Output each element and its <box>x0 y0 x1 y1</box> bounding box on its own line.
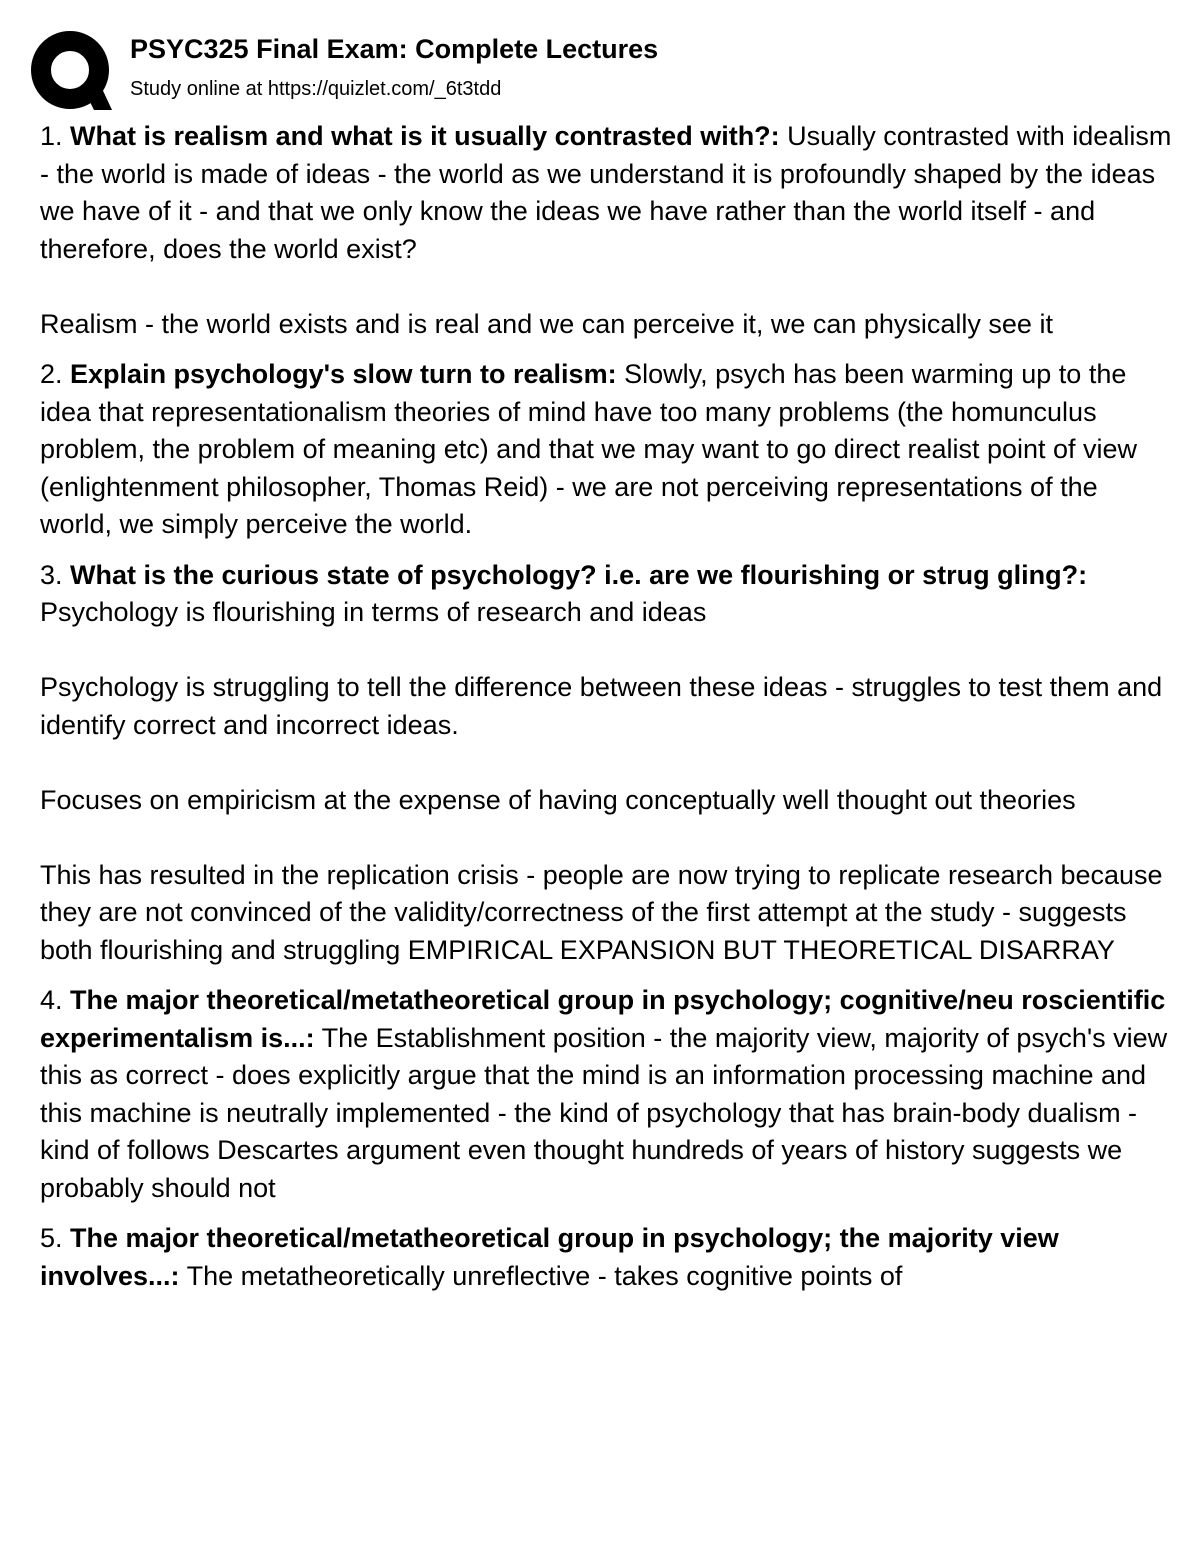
card-number: 5. <box>40 1223 71 1253</box>
card-answer: Usually contrasted with idealism - the world is made of ideas - the world as we understand it is profoundly shaped by the ideas we have of it - and that we only know the ideas we have rather than the world itself - and therefore, does the world exist? <box>40 121 1172 264</box>
card-answer-paragraph: Psychology is struggling to tell the difference between these ideas - struggles to test them and identify correct and incorrect ideas. <box>40 672 1163 740</box>
flashcard-1 <box>40 118 1175 343</box>
flashcard-2 <box>40 356 1175 544</box>
card-number: 1. <box>40 121 71 151</box>
study-online-link[interactable]: Study online at https://quizlet.com/_6t3tdd <box>130 78 502 100</box>
flashcard-3 <box>40 557 1175 970</box>
card-answer-paragraph: This has resulted in the replication crisis - people are now trying to replicate research because they are not convinced of the validity/correctness of the first attempt at the study - suggests both flourishing and struggling EMPIRICAL EXPANSION BUT THEORETICAL DISARRAY <box>40 859 1163 965</box>
card-question: Explain psychology's slow turn to realism: <box>70 359 617 389</box>
card-lead-paragraph <box>40 557 1175 632</box>
card-answer: The metatheoretically unreflective - takes cognitive points of <box>179 1260 903 1291</box>
card-answer-paragraph: Focuses on empiricism at the expense of having conceptually well thought out theories <box>40 784 1076 815</box>
card-answer: Slowly, psych has been warming up to the idea that representationalism theories of mind have too many problems (the homunculus problem, the problem of meaning etc) and that we may want to go direct realist point of view (enlightenment philosopher, Thomas Reid) - we are not perceiving representations of the world, we simply perceive the world. <box>40 359 1138 539</box>
card-question: What is realism and what is it usually contrasted with?: <box>70 121 780 151</box>
flashcard-5 <box>40 1220 1175 1295</box>
card-lead-paragraph <box>40 118 1175 268</box>
card-lead-paragraph <box>40 356 1175 544</box>
card-answer-paragraph: Realism - the world exists and is real and we can perceive it, we can physically see it <box>40 308 1053 339</box>
card-question: The major theoretical/metatheoretical group in psychology; cognitive/neu roscientific experimentalism is...: <box>40 985 1166 1053</box>
page-title: PSYC325 Final Exam: Complete Lectures <box>130 34 659 64</box>
card-question: What is the curious state of psychology? i.e. are we flourishing or strug gling?: <box>70 559 1088 590</box>
card-answer: The Establishment position - the majority view, majority of psych's view this as correct - does explicitly argue that the mind is an information processing machine and this machine is neutrally implemented - the kind of psychology that has brain-body dualism - kind of follows Descartes argument even thought hundreds of years of history suggests we probably should not <box>40 1022 1168 1203</box>
flashcard-list <box>40 118 1175 1308</box>
card-lead-paragraph <box>40 982 1175 1207</box>
card-number: 4. <box>40 985 71 1015</box>
card-answer: Psychology is flourishing in terms of research and ideas <box>40 597 707 627</box>
card-lead-paragraph <box>40 1220 1175 1295</box>
document-header <box>30 30 1170 114</box>
card-number: 2. <box>40 359 71 389</box>
quizlet-q-logo-icon <box>30 30 114 114</box>
card-number: 3. <box>40 559 71 590</box>
flashcard-4 <box>40 982 1175 1207</box>
card-question: The major theoretical/metatheoretical group in psychology; the majority view involves...: <box>40 1223 1059 1291</box>
